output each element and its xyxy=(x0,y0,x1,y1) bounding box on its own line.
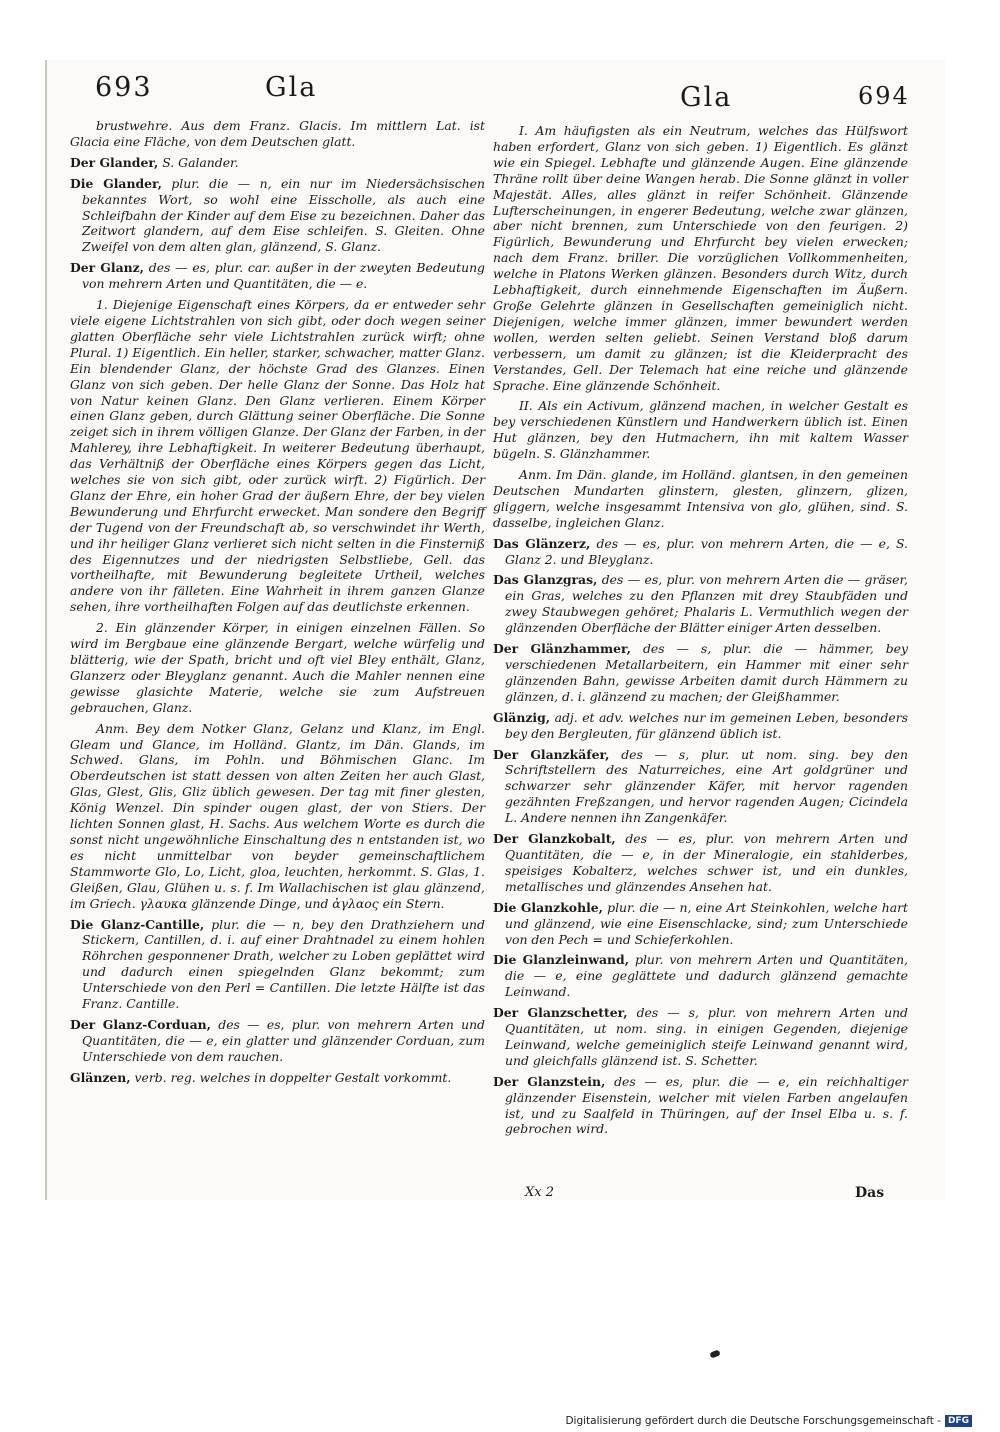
signature-mark: Xx 2 xyxy=(525,1185,554,1200)
right-column xyxy=(493,123,908,1142)
entry-text: II. Als ein Activum, glänzend machen, in welcher Gestalt es bey verschiedenen Künstlern und Handwerkern üblich ist. Einen Hut glänzen, bey den Hutmachern, ihn mit kaltem Wasser bügeln. S. Glänzhammer. xyxy=(493,398,908,462)
entry-text: adj. et adv. welches nur im gemeinen Leben, besonders bey den Bergleuten, für glänzend üblich ist. xyxy=(505,709,908,741)
entry-lemma: Glänzen, xyxy=(70,1069,131,1085)
footer-credit: Digitalisierung gefördert durch die Deutsche Forschungsgemeinschaft - xyxy=(565,1415,941,1427)
dictionary-entry xyxy=(70,176,485,256)
page-edge xyxy=(45,60,47,1200)
left-page-number: 693 xyxy=(95,72,153,103)
entry-text: plur. die — n, ein nur im Niedersächsischen bekanntes Wort, so wohl eine Eisscholle, als auch eine Schleifbahn der Kinder auf dem Eise zu bezeichnen. Daher das Zeitwort glandern, auf dem Eise schleifen. S. Gleiten. Ohne Zweifel von dem alten glan, glänzend, S. Glanz. xyxy=(82,175,485,255)
entry-lemma: Die Glanzkohle, xyxy=(493,899,603,915)
entry-text: des — es, plur. die — e, ein reichhaltiger glänzender Eisenstein, welcher mit vielen Farben angelaufen ist, und zu Saalfeld in Thüringen, auf der Insel Elba u. s. f. gebrochen wird. xyxy=(505,1073,908,1137)
entry-text: des — s, plur. ut nom. sing. bey den Schriftstellern des Naturreiches, eine Art goldgrüner und schwarzer sehr glänzender Käfer, mit hervor ragenden gezähnten Freßzangen, und hervor ragenden Augen; Cicindela L. Andere nennen ihn Zangenkäfer. xyxy=(505,746,908,826)
entry-lemma: Der Glanzschetter, xyxy=(493,1005,628,1021)
dictionary-entry xyxy=(493,641,908,705)
entry-text: Anm. Im Dän. glande, im Holländ. glantsen, in den gemeinen Deutschen Mundarten glinstern, glesten, glinzern, glizen, gliggern, welche insgesammt Intensiva von glo, glühen, sind. S. dasselbe, ingleichen Glanz. xyxy=(493,467,908,530)
right-page-number: 694 xyxy=(858,82,910,110)
entry-lemma: Das Glänzerz, xyxy=(493,535,591,551)
entry-text: des — es, plur. von mehrern Arten und Quantitäten, die — e, ein glatter und glänzender Corduan, zum Unterschiede von dem rauchen. xyxy=(82,1016,485,1064)
dictionary-entry xyxy=(493,747,908,827)
entry-text: verb. reg. welches in doppelter Gestalt vorkommt. xyxy=(134,1069,452,1085)
dictionary-entry xyxy=(70,917,485,1012)
entry-lemma: Die Glanz-Cantille, xyxy=(70,916,205,932)
entry-lemma: Der Glanzstein, xyxy=(493,1073,606,1089)
entry-lemma: Glänzig, xyxy=(493,709,551,725)
entry-text: S. Galander. xyxy=(162,154,239,170)
entry-lemma: Der Glanzkobalt, xyxy=(493,831,616,847)
entry-paragraph xyxy=(70,118,485,150)
entry-text: I. Am häufigsten als ein Neutrum, welches das Hülfswort haben erfordert, Glanz von sich geben. 1) Eigentlich. Es glänzt wie ein Spiegel. Lebhafte und glänzende Augen. Eine glänzende Thräne rollt über deine Wangen herab. Die Sonne glänzt in voller Majestät. Alles, alles glänzt in reifer Schönheit. Glänzende Lufterscheinungen, in engerer Bedeutung, welche zwar glänzen, aber nicht brennen, zum Unterschiede von den feurigen. 2) Figürlich, Bewunderung und Ehrfurcht bey vielen erwecken; nach dem Franz. briller. Die vorzüglichen Vollkommenheiten, welche in Platons Werken glänzen. Besonders durch Witz, durch Lebhaftigkeit, durch einnehmende Eigenschaften im Äußern. Große Gelehrte glänzen in Gesellschaften gemeiniglich nicht. Diejenigen, welche immer glänzen, immer bewundert werden wollen, werden selten geliebt. Seinen Verstand bloß darum verbessern, um damit zu glänzen; ist die Kleiderpracht des Verstandes, Gell. Der Telemach hat eine reiche und glänzende Sprache. Eine glänzende Schönheit. xyxy=(493,123,908,393)
entry-text: plur. die — n, bey den Drathziehern und Stickern, Cantillen, d. i. auf einer Drahtnadel zu einem hohlen Röhrchen gesponnener Drath, welcher zu Loben geplättet wird und dadurch einen spiegelnden Glanz bekommt; zum Unterschiede von den Perl = Cantillen. Die letzte Hälfte ist das Franz. Cantille. xyxy=(82,916,485,1012)
entry-paragraph xyxy=(493,123,908,393)
entry-lemma: Das Glanzgras, xyxy=(493,572,598,588)
entry-lemma: Der Glanz-Corduan, xyxy=(70,1016,211,1032)
entry-lemma: Der Glanz, xyxy=(70,260,144,276)
left-running-head: Gla xyxy=(265,72,318,103)
catchword: Das xyxy=(855,1185,885,1201)
dictionary-entry xyxy=(493,1074,908,1138)
dictionary-entry xyxy=(493,536,908,568)
entry-text: des — es, plur. von mehrern Arten, die — e, S. Glanz 2. und Bleyglanz. xyxy=(505,535,908,567)
entry-text: des — s, plur. von mehrern Arten und Quantitäten, ut nom. sing. in einigen Gegenden, diejenige Leinwand, welche gemeiniglich steife Leinwand genannt wird, und gleichfalls glänzend ist. S. Schetter. xyxy=(505,1005,908,1068)
dictionary-entry xyxy=(493,831,908,895)
entry-text: des — s, plur. die — hämmer, bey verschiedenen Metallarbeitern, ein Hammer mit einer sehr glänzenden Bahn, gewisse Arbeiten damit durch Hämmern zu glänzen, d. i. glänzend zu machen; der Gleißhammer. xyxy=(505,641,908,704)
entry-text: des — es, plur. car. außer in der zweyten Bedeutung von mehrern Arten und Quantitäten, die — e. xyxy=(82,260,485,292)
dictionary-entry xyxy=(493,952,908,1000)
dictionary-entry xyxy=(70,1070,485,1086)
entry-lemma: Der Glänzhammer, xyxy=(493,641,631,657)
entry-lemma: Der Glander, xyxy=(70,154,159,170)
entry-paragraph xyxy=(493,398,908,462)
dictionary-entry xyxy=(493,900,908,948)
entry-text: 2. Ein glänzender Körper, in einigen einzelnen Fällen. So wird im Bergbaue eine glänzende Bergart, welche würfelig und blätterig, wie der Spath, bricht und oft viel Bley enthält, Glanz, Glanzerz oder Bleyglanz genannt. Auch die Mahler nennen eine gewisse glasichte Materie, welche sie zum Aufstreuen gebrauchen, Glanz. xyxy=(70,620,485,715)
entry-text: plur. von mehrern Arten und Quantitäten, die — e, eine geglättete und dadurch glänzend gemachte Leinwand. xyxy=(505,952,908,1000)
right-running-head: Gla xyxy=(680,82,733,113)
entry-text: Anm. Bey dem Notker Glanz, Gelanz und Klanz, im Engl. Gleam und Glance, im Holländ. Glantz, im Dän. Glands, im Schwed. Glans, im Pohln. und Böhmischen Glanc. Im Oberdeutschen ist statt dessen von alten Zeiten her auch Glast, Glas, Glest, Glis, Gliz üblich gewesen. Der tag mit finer glesten, König Wenzel. Din spinder ougen glast, der von Stiers. Der lichten Sonnen glast, H. Sachs. Aus welchem Worte es durch die sonst nicht ungewöhnliche Einschaltung des n entstanden ist, wo es nicht unmittelbar von beyder gemeinschaftlichem Stammworte Glo, Lo, Licht, gloa, leuchten, herkommt. S. Glas, 1. Gleißen, Glau, Glühen u. s. f. Im Wallachischen ist glau glänzend, im Griech. γλαυκα glänzende Dinge, und ἀγλαος ein Stern. xyxy=(70,720,485,911)
entry-text: plur. die — n, eine Art Steinkohlen, welche hart und glänzend, wie eine Eisenschlacke, sind; zum Unterschiede von den Pech = und Schieferkohlen. xyxy=(505,899,908,947)
entry-text: des — es, plur. von mehrern Arten die — gräser, ein Gras, welches zu den Pflanzen mit drey Staubfäden und zwey Staubwegen gehöret; Phalaris L. Vermuthlich wegen der glänzenden Oberfläche der Blätter einiger Arten desselben. xyxy=(505,572,908,636)
entry-lemma: Der Glanzkäfer, xyxy=(493,746,610,762)
entry-paragraph xyxy=(70,721,485,912)
left-column xyxy=(70,118,485,1091)
dictionary-entry xyxy=(70,260,485,292)
entry-lemma: Die Glanzleinwand, xyxy=(493,952,630,968)
ink-mark xyxy=(709,1349,720,1358)
entry-text: des — es, plur. von mehrern Arten und Quantitäten, die — e, in der Mineralogie, ein stahlderbes, speisiges Kobalterz, welches schwer ist, und ein dunkles, metallisches und glänzendes Ansehen hat. xyxy=(505,831,908,894)
dictionary-entry xyxy=(70,155,485,171)
entry-paragraph xyxy=(493,467,908,531)
dictionary-entry xyxy=(493,572,908,636)
dfg-logo: DFG xyxy=(945,1415,972,1427)
dictionary-entry xyxy=(70,1017,485,1065)
entry-paragraph xyxy=(70,620,485,715)
entry-paragraph xyxy=(70,297,485,615)
dictionary-entry xyxy=(493,1005,908,1069)
digitization-footer xyxy=(565,1414,972,1428)
entry-text: brustwehre. Aus dem Franz. Glacis. Im mittlern Lat. ist Glacia eine Fläche, von dem Deutschen glatt. xyxy=(70,118,485,149)
entry-text: 1. Diejenige Eigenschaft eines Körpers, da er entweder sehr viele eigene Lichtstrahlen von sich gibt, oder doch wegen seiner glatten Oberfläche sehr viele Lichtstrahlen zurück wirft; ohne Plural. 1) Eigentlich. Ein heller, starker, schwacher, matter Glanz. Ein blendender Glanz, der höchste Grad des Glanzes. Einen Glanz von sich geben. Der helle Glanz der Sonne. Das Holz hat von Natur keinen Glanz. Den Glanz verlieren. Einem Körper einen Glanz geben, durch Glättung seiner Oberfläche. Die Sonne zeiget sich in ihrem völligen Glanze. Der Glanz der Farben, in der Mahlerey, ihre Lebhaftigkeit. In weiterer Bedeutung überhaupt, das Verhältniß der Oberfläche eines Körpers gegen das Licht, welches sie von sich gibt, oder zurück wirft. 2) Figürlich. Der Glanz der Ehre, ein hoher Grad der äußern Ehre, der bey vielen Bewunderung und Ehrfurcht erwecket. Man sondere den Begriff der Tugend von der Freundschaft ab, so verschwindet ihr Werth, und ihr heiliger Glanz verlieret sich nicht selten in die Finsterniß des Eigennutzes und der niedrigsten Selbstliebe, Gell. das vortheilhafte, mit Bewunderung begleitete Urtheil, welches andere von ihr fälleten. Eine Wahrheit in ihrem ganzen Glanze sehen, ihre vortheilhaften Folgen auf das deutlichste erkennen. xyxy=(70,297,485,615)
entry-lemma: Die Glander, xyxy=(70,175,162,191)
dictionary-entry xyxy=(493,710,908,742)
